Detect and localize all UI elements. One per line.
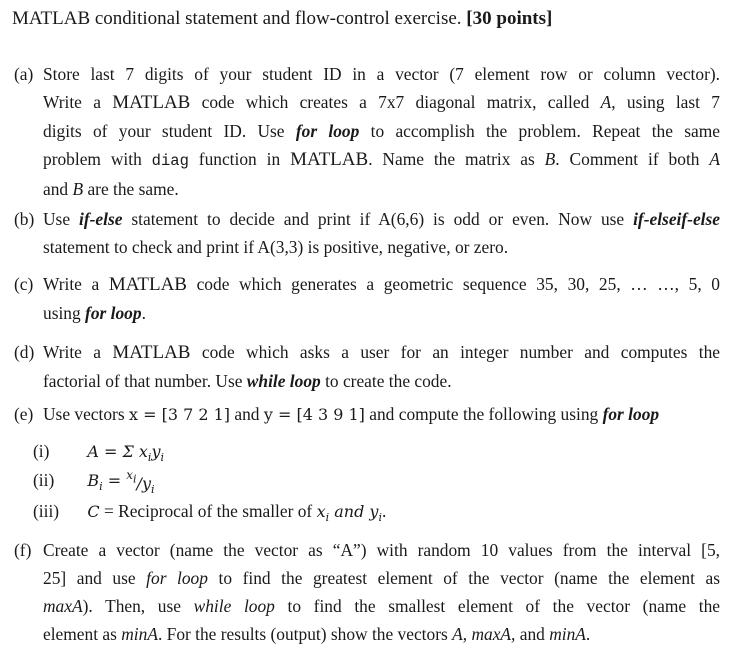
title-points: [30 points] (466, 8, 553, 29)
question-a (14, 60, 720, 203)
question-e-label: (e) (14, 404, 34, 424)
question-b-label: (b) (14, 209, 35, 229)
question-d (14, 338, 720, 395)
question-d-label: (d) (14, 342, 35, 362)
question-c-label: (c) (14, 274, 34, 294)
question-c-line-2: using for loop. (43, 303, 146, 323)
question-e-sub-i: (i) A = Σ $x_iy_i$ (33, 441, 165, 465)
question-f-line-4: element as minA. For the results (output) show the vectors A, maxA, and minA. (43, 624, 591, 644)
question-c (14, 270, 720, 327)
question-f-line-2: 25] and use for loop to find the greatest element of the vector (name the element as (43, 568, 721, 588)
question-f (14, 536, 720, 648)
question-f-line-1: Create a vector (name the vector as “A”) with random 10 values from the interval [5, (43, 540, 720, 560)
question-f-line-3: maxA). Then, use while loop to find the smallest element of the vector (name the (43, 596, 720, 616)
question-c-line-1: Write a MATLAB code which generates a geometric sequence 35, 30, 25, … …, 5, 0 (43, 274, 720, 295)
question-d-line-1: Write a MATLAB code which asks a user for an integer number and computes the (43, 342, 720, 363)
question-a-line-4: problem with diag function in MATLAB. Name the matrix as B. Comment if both A (43, 149, 720, 170)
question-a-label: (a) (14, 64, 34, 84)
title-text: MATLAB conditional statement and flow-control exercise. (12, 8, 462, 29)
question-b (14, 205, 720, 261)
question-a-line-5: and B are the same. (43, 179, 179, 199)
question-a-line-2: Write a MATLAB code which creates a 7x7 diagonal matrix, called A, using last 7 (43, 92, 720, 113)
question-d-line-2: factorial of that number. Use while loop to create the code. (43, 371, 452, 391)
question-e (14, 400, 720, 429)
question-b-line-2: statement to check and print if A(3,3) is positive, negative, or zero. (43, 237, 509, 257)
question-e-line-1: Use vectors x = [3 7 2 1] and y = [4 3 9 1] and compute the following using for loop (43, 404, 660, 424)
question-e-sub-iii: (iii) C = Reciprocal of the smaller of $x_i$ and $y_i$. (33, 501, 387, 525)
question-a-line-1: Store last 7 digits of your student ID in a vector (7 element row or column vector). (43, 64, 720, 84)
question-a-line-3: digits of your student ID. Use for loop to accomplish the problem. Repeat the same (43, 121, 720, 141)
question-b-line-1: Use if-else statement to decide and print if A(6,6) is odd or even. Now use if-elseif-else (43, 209, 720, 229)
question-f-label: (f) (14, 540, 32, 560)
page-title (12, 8, 552, 30)
question-e-sub-ii: (ii) $B_i = ^{x_i}/y_i$ (33, 468, 155, 497)
